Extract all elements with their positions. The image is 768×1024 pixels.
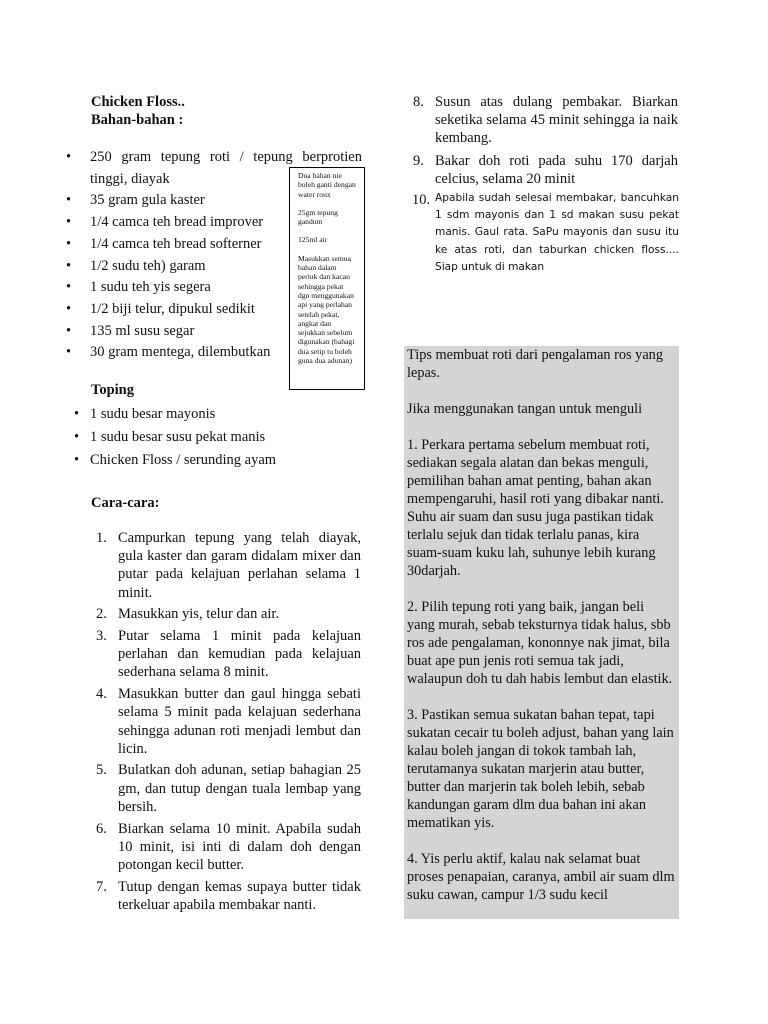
list-item: • 1 sudu teh yis segera (90, 277, 362, 299)
tip-paragraph: 4. Yis perlu aktif, kalau nak selamat buat proses penapaian, caranya, ambil air suam dlm suku cawan, campur 1/3 sudu kecil (407, 851, 675, 903)
bullet-icon: • (74, 406, 80, 422)
tips-title: Tips membuat roti dari pengalaman ros yang lepas. (407, 347, 663, 381)
bullet-icon: • (66, 235, 72, 252)
bullet-icon: • (66, 300, 72, 317)
toppings-list (74, 403, 360, 472)
tips-subtitle: Jika menggunakan tangan untuk menguli (407, 401, 643, 417)
step-item: 8. Susun atas dulang pembakar. Biarkan seketika selama 45 minit sehingga ia naik kembang. (413, 94, 678, 147)
step-item: 4. Masukkan butter dan gaul hingga sebati selama 5 minit pada kelajuan sederhana sehingga adunan roti menjadi lembut dan licin. (96, 686, 361, 757)
list-item: • 1/4 camca teh bread softerner (90, 234, 362, 256)
bullet-icon: • (74, 429, 80, 445)
step-item: 6. Biarkan selama 10 minit. Apabila sudah 10 minit, isi inti di dalam doh dengan potongan kecil butter. (96, 820, 361, 873)
step-item: 5. Bulatkan doh adunan, setiap bahagian 25 gm, dan tutup dengan tuala lembap yang bersih. (96, 762, 361, 815)
list-item: • 30 gram mentega, dilembutkan (90, 342, 362, 364)
topping-heading: Toping (91, 382, 134, 398)
ingredients-heading: Bahan-bahan : (91, 112, 184, 128)
bullet-icon: • (66, 257, 72, 274)
bullet-icon: • (66, 279, 72, 296)
bullet-icon: • (66, 192, 72, 209)
note-box (289, 167, 365, 390)
list-item: • 1 sudu besar susu pekat manis (90, 426, 360, 449)
bullet-icon: • (66, 322, 72, 339)
list-item: • 1 sudu besar mayonis (90, 403, 360, 426)
list-item: • Chicken Floss / serunding ayam (90, 449, 360, 472)
note-line: 25gm tepung gandum (298, 207, 338, 227)
method-heading: Cara-cara: (91, 495, 160, 511)
list-item: • 1/2 sudu teh) garam (90, 256, 362, 278)
method-steps-left (96, 529, 361, 918)
step-item: 7. Tutup dengan kemas supaya butter tidak terkeluar apabila membakar nanti. (96, 878, 361, 913)
step-10-text: Apabila sudah selesai membakar, bancuhkan 1 sdm mayonis dan 1 sd makan susu pekat manis. Gaul rata. SaPu mayonis dan susu itu ke atas roti, dan taburkan chicken floss.... Siap untuk di makan (435, 192, 679, 273)
bullet-icon: • (66, 149, 72, 165)
list-item: • 35 gram gula kaster (90, 190, 362, 212)
list-item: • 135 ml susu segar (90, 321, 362, 343)
bullet-icon: • (66, 344, 72, 361)
tip-paragraph: 2. Pilih tepung roti yang baik, jangan beli yang murah, sebab teksturnya tidak halus, sbb ros ade pengalaman, kononnye nak jimat, bila buat ape pun jenis roti semua tak jadi, walaupun doh tu dah habis lembut dan elastik. (407, 599, 673, 687)
method-steps-right (413, 93, 678, 192)
step-item: 2. Masukkan yis, telur dan air. (96, 606, 280, 623)
bullet-icon: • (74, 452, 80, 468)
list-item: • 1/2 biji telur, dipukul sedikit (90, 299, 362, 321)
recipe-title: Chicken Floss.. (91, 94, 185, 110)
step-item: 1. Campurkan tepung yang telah diayak, gula kaster dan garam didalam mixer dan putar pada kelajuan perlahan selama 1 minit. (96, 530, 361, 601)
step-item: 9. Bakar doh roti pada suhu 170 darjah celcius, selama 20 minit (413, 152, 678, 187)
step-10-number: 10. (412, 192, 431, 208)
list-item: • 250 gram tepung roti / tepung berprotien tinggi, diayak (66, 149, 362, 187)
tips-box (404, 346, 679, 919)
bullet-icon: • (66, 214, 72, 231)
tip-paragraph: 1. Perkara pertama sebelum membuat roti, sediakan segala alatan dan bekas menguli, pemilihan bahan amat penting, bahan akan mempengaruhi, hasil roti yang dibakar nanti. Suhu air suam dan susu juga pastikan tidak terlalu sejuk dan tidak terlalu panas, kira suam-suam kuku lah, suhunye lebih kurang 30darjah. (407, 437, 664, 579)
note-line: Masukkan semua bahan dalam periuk dan kacau sehingga pekat dgn menggunakan api yang perlahan setelah pekat, angkat dan sejukkan sebelum digunakan (bahagi dua setip tu boleh guna dua adunan) (298, 253, 355, 366)
step-item: 3. Putar selama 1 minit pada kelajuan perlahan dan kemudian pada kelajuan sederhana selama 8 minit. (96, 628, 361, 681)
list-item: • 1/4 camca teh bread improver (90, 212, 362, 234)
note-line: Dua bahan nie boleh ganti dengan water roux (298, 171, 356, 199)
tip-paragraph: 3. Pastikan semua sukatan bahan tepat, tapi sukatan cecair tu boleh adjust, bahan yang lain kalau boleh jangan di tokok tambah lah, terutamanya sukatan marjerin atau butter, butter dan marjerin tak boleh lebih, sebab kandungan garam dlm dua bahan ini akan mematikan yis. (407, 707, 674, 831)
note-line: 125ml air (298, 235, 328, 245)
